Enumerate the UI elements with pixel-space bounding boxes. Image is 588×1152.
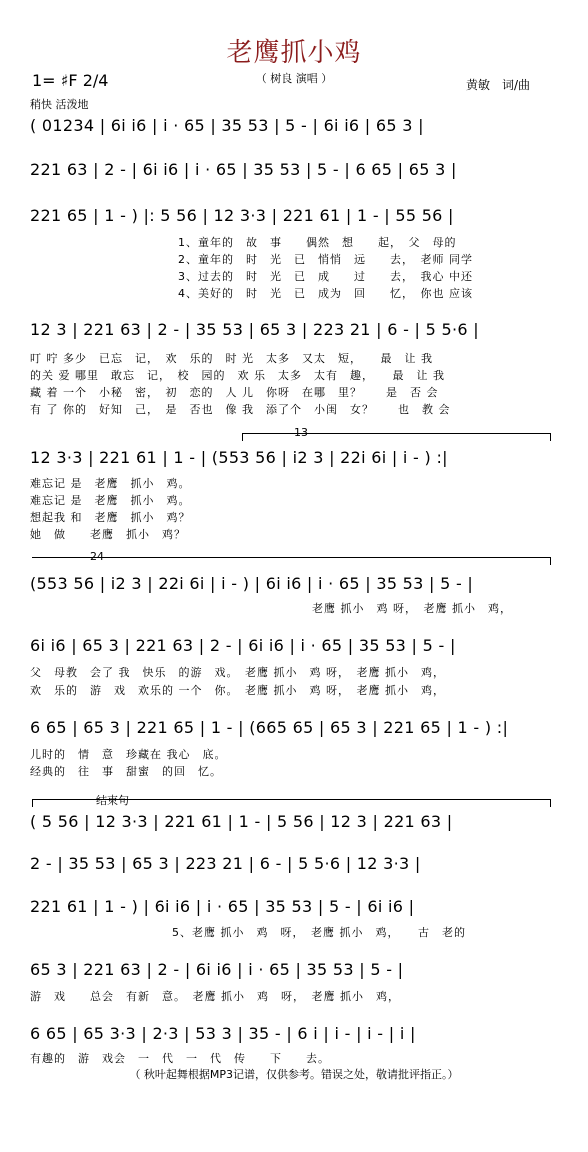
lyric-line: 老鹰 抓小 鸡 呀， 老鹰 抓小 鸡，	[312, 602, 512, 615]
page-title: 老鹰抓小鸡	[226, 38, 362, 68]
notation-row-2: 221 63 | 2 - | 6i i6 | i · 65 | 35 53 | 5 - | 6 65 | 65 3 |	[30, 160, 457, 179]
lyric-line: 父 母教 会了 我 快乐 的游 戏。 老鹰 抓小 鸡 呀， 老鹰 抓小 鸡，	[30, 666, 445, 679]
volta-bracket	[242, 433, 550, 434]
notation-row-11: 221 61 | 1 - ) | 6i i6 | i · 65 | 35 53 | 5 - | 6i i6 |	[30, 897, 415, 916]
lyric-line: 她 做 老鹰 抓小 鸡？	[30, 528, 186, 541]
lyric-line: 藏 着 一个 小秘 密， 初 恋的 人 儿 你呀 在哪 里？ 是 否 会	[30, 386, 439, 399]
notation-row-12: 65 3 | 221 63 | 2 - | 6i i6 | i · 65 | 35 53 | 5 - |	[30, 960, 404, 979]
composer-credit: 黄敏 词/曲	[466, 78, 531, 92]
notation-row-9: ( 5 56 | 12 3·3 | 221 61 | 1 - | 5 56 | 12 3 | 221 63 |	[30, 812, 453, 831]
notation-row-13: 6 65 | 65 3·3 | 2·3 | 53 3 | 35 - | 6 i | i - | i - | i |	[30, 1024, 416, 1043]
ending-tick	[32, 799, 33, 807]
key-signature: 1= ♯F 2/4	[32, 71, 109, 90]
lyric-line: 难忘记 是 老鹰 抓小 鸡。	[30, 494, 191, 507]
lyric-line: 叮 咛 多少 已忘 记， 欢 乐的 时 光 太多 又太 短， 最 让 我	[30, 352, 433, 365]
lyric-line: 游 戏 总会 有新 意。 老鹰 抓小 鸡 呀， 老鹰 抓小 鸡，	[30, 990, 400, 1003]
notation-row-1: ( 01234 | 6i i6 | i · 65 | 35 53 | 5 - | 6i i6 | 65 3 |	[30, 116, 424, 135]
notation-row-8: 6 65 | 65 3 | 221 65 | 1 - | (665 65 | 65 3 | 221 65 | 1 - ) :|	[30, 718, 509, 737]
lyric-line: 经典的 往 事 甜蜜 的回 忆。	[30, 765, 222, 778]
notation-row-5: 12 3·3 | 221 61 | 1 - | (553 56 | i2 3 | 22i 6i | i - ) :|	[30, 448, 448, 467]
volta-tick	[550, 433, 551, 441]
lyric-line: 想起我 和 老鹰 抓小 鸡？	[30, 511, 191, 524]
measure-number: 24	[90, 550, 104, 563]
lyric-line: 5、老鹰 抓小 鸡 呀， 老鹰 抓小 鸡， 古 老的	[172, 926, 466, 939]
lyric-line: 儿时的 情 意 珍藏在 我心 底。	[30, 748, 227, 761]
volta-bracket	[32, 557, 550, 558]
lyric-line: 1、童年的 故 事 偶然 想 起， 父 母的	[178, 236, 457, 249]
lyric-line: 4、美好的 时 光 已 成为 回 忆， 你也 应该	[178, 287, 473, 300]
measure-number: 13	[294, 426, 308, 439]
notation-row-3: 221 65 | 1 - ) |: 5 56 | 12 3·3 | 221 61 | 1 - | 55 56 |	[30, 206, 454, 225]
notation-row-7: 6i i6 | 65 3 | 221 63 | 2 - | 6i i6 | i · 65 | 35 53 | 5 - |	[30, 636, 456, 655]
notation-row-4: 12 3 | 221 63 | 2 - | 35 53 | 65 3 | 223 21 | 6 - | 5 5·6 |	[30, 320, 479, 339]
lyric-line: 难忘记 是 老鹰 抓小 鸡。	[30, 477, 191, 490]
lyric-line: 欢 乐的 游 戏 欢乐的 一个 你。 老鹰 抓小 鸡 呀， 老鹰 抓小 鸡，	[30, 684, 445, 697]
lyric-line: 3、过去的 时 光 已 成 过 去， 我心 中还	[178, 270, 473, 283]
volta-tick	[242, 433, 243, 441]
ending-tick	[550, 799, 551, 807]
footnote: （ 秋叶起舞根据MP3记谱，仅供参考。错误之处，敬请批评指正。）	[129, 1068, 459, 1081]
lyric-line: 2、童年的 时 光 已 悄悄 远 去， 老师 同学	[178, 253, 473, 266]
tempo-marking: 稍快 活泼地	[30, 98, 89, 111]
ending-label: 结束句	[96, 794, 129, 807]
notation-row-6: (553 56 | i2 3 | 22i 6i | i - ) | 6i i6 | i · 65 | 35 53 | 5 - |	[30, 574, 474, 593]
lyric-line: 有趣的 游 戏会 一 代 一 代 传 下 去。	[30, 1052, 330, 1065]
lyric-line: 有 了 你的 好知 己， 是 否也 像 我 添了个 小闺 女？ 也 教 会	[30, 403, 451, 416]
notation-row-10: 2 - | 35 53 | 65 3 | 223 21 | 6 - | 5 5·6 | 12 3·3 |	[30, 854, 421, 873]
singer-credit: （ 树良 演唱 ）	[255, 72, 333, 85]
volta-tick	[550, 557, 551, 565]
lyric-line: 的关 爱 哪里 敢忘 记， 校 园的 欢 乐 太多 太有 趣， 最 让 我	[30, 369, 445, 382]
